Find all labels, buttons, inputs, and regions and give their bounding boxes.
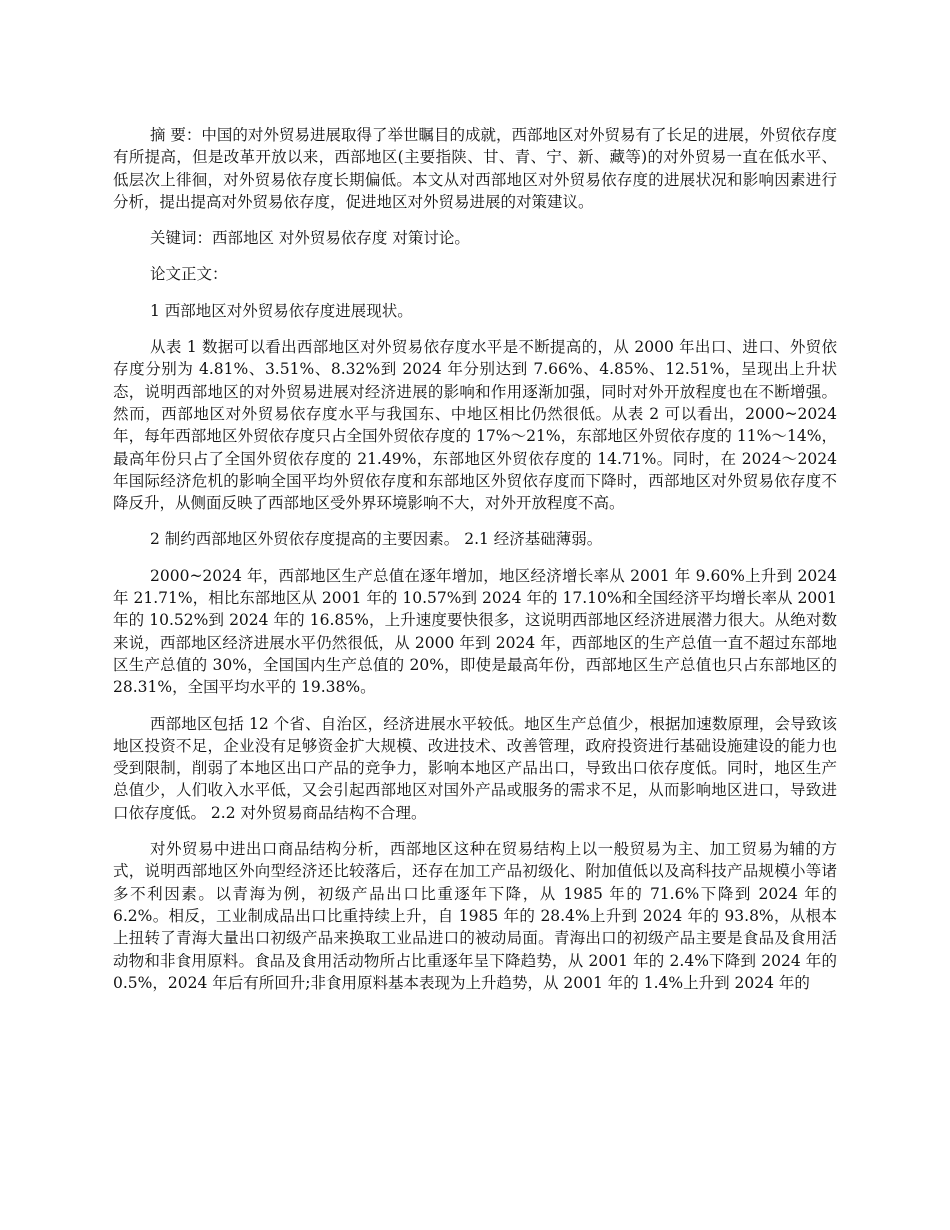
section-heading-2: 2 制约西部地区外贸依存度提高的主要因素。 2.1 经济基础薄弱。: [150, 530, 603, 549]
body-paragraph: 对外贸易中进出口商品结构分析，西部地区这种在贸易结构上以一般贸易为主、加工贸易为辅的方式，说明西部地区外向型经济还比较落后，还存在加工产品初级化、附加值低以及高科技产品规模小等诸多不利因素。以青海为例，初级产品出口比重逐年下降，从 1985 年的 71.6%下降到 2024 年的 6.2%。相反，工业制成品出口比重持续上升，自 1985 年的 28.4%上升到 2024 年的 93.8%，从根本上扭转了青海大量出口初级产品来换取工业品进口的被动局面。青海出口的初级产品主要是食品及食用活动物和非食用原料。食品及食用活动物所占比重逐年呈下降趋势，从 2001 年的 2.4%下降到 2024 年的 0.5%，2024 年后有所回升;非食用原料基本表现为上升趋势，从 2001 年的 1.4%上升到 2024 年的: [113, 840, 837, 992]
body-paragraph: 2000~2024 年，西部地区生产总值在逐年增加，地区经济增长率从 2001 年 9.60%上升到 2024 年 21.71%，相比东部地区从 2001 年的 10.57%到 2024 年的 17.10%和全国经济平均增长率从 2001 年的 10.52%到 2024 年的 16.85%，上升速度要快很多，这说明西部地区经济进展潜力很大。从绝对数来说，西部地区经济进展水平仍然很低，从 2000 年到 2024 年，西部地区的生产总值一直不超过东部地区生产总值的 30%，全国国内生产总值的 20%，即使是最高年份，西部地区生产总值也只占东部地区的 28.31%，全国平均水平的 19.38%。: [113, 566, 837, 697]
abstract-paragraph: 摘 要：中国的对外贸易进展取得了举世瞩目的成就，西部地区对外贸易有了长足的进展，外贸依存度有所提高，但是改革开放以来，西部地区(主要指陕、甘、青、宁、新、藏等)的对外贸易一直在低水平、低层次上徘徊，对外贸易依存度长期偏低。本文从对西部地区对外贸易依存度的进展状况和影响因素进行分析，提出提高对外贸易依存度，促进地区对外贸易进展的对策建议。: [113, 126, 837, 211]
keywords-paragraph: 关键词：西部地区 对外贸易依存度 对策讨论。: [150, 229, 470, 248]
body-heading: 论文正文：: [150, 265, 228, 284]
document-body: [113, 124, 837, 1008]
body-paragraph: 从表 1 数据可以看出西部地区对外贸易依存度水平是不断提高的，从 2000 年出口、进口、外贸依存度分别为 4.81%、3.51%、8.32%到 2024 年分别达到 7.66%、4.85%、12.51%，呈现出上升状态，说明西部地区的对外贸易进展对经济进展的影响和作用逐渐加强，同时对外开放程度也在不断增强。然而，西部地区对外贸易依存度水平与我国东、中地区相比仍然很低。从表 2 可以看出，2000~2024 年，每年西部地区外贸依存度只占全国外贸依存度的 17%～21%，东部地区外贸依存度的 11%～14%，最高年份只占了全国外贸依存度的 21.49%，东部地区外贸依存度的 14.71%。同时，在 2024～2024 年国际经济危机的影响全国平均外贸依存度和东部地区外贸依存度而下降时，西部地区对外贸易依存度不降反升，从侧面反映了西部地区受外界环境影响不大，对外开放程度不高。: [113, 338, 837, 513]
section-heading-1: 1 西部地区对外贸易依存度进展现状。: [150, 301, 413, 320]
body-paragraph: 西部地区包括 12 个省、自治区，经济进展水平较低。地区生产总值少，根据加速数原理，会导致该地区投资不足，企业没有足够资金扩大规模、改进技术、改善管理，政府投资进行基础设施建设的能力也受到限制，削弱了本地区出口产品的竞争力，影响本地区产品出口，导致出口依存度低。同时，地区生产总值少，人们收入水平低，又会引起西部地区对国外产品或服务的需求不足，从而影响地区进口，导致进口依存度低。 2.2 对外贸易商品结构不合理。: [113, 714, 837, 822]
